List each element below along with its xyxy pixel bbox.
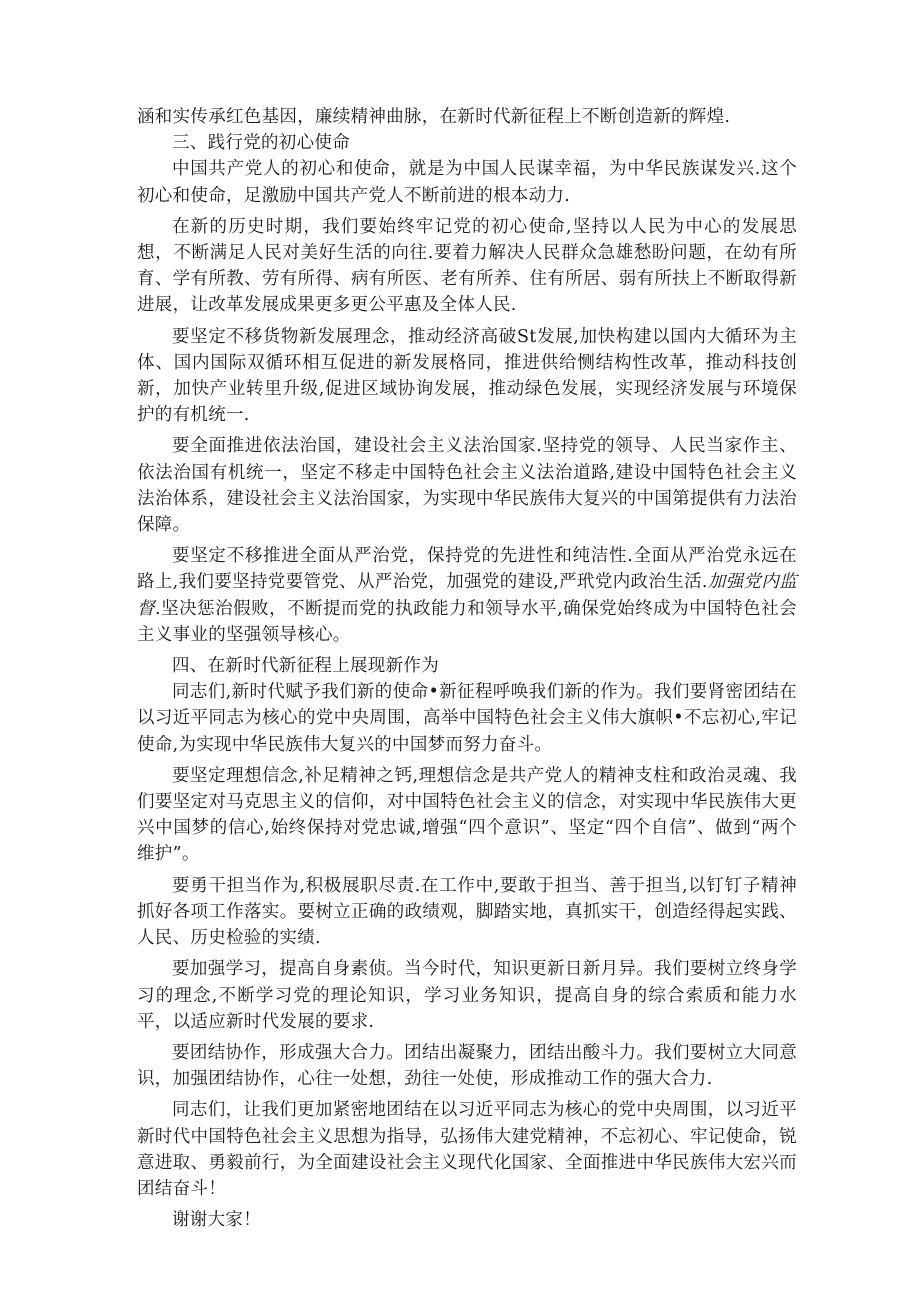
paragraph: 要团结协作，形成强大合力。团结出凝聚力，团结出酸斗力。我们要树立大同意识，加强团结协作，心往一处想，劲往一处使，形成推动工作的强大合力. [137,1042,797,1090]
paragraph: 要坚定不移货物新发展理念，推动经济高破St发展,加快构建以国内大循环为主体、国内国际双循环相互促进的新发展格同，推进供给恻结构性改革，推动科技创新，加快产业转里升级,促进区域协询发展，推动绿色发展，实现经济发展与环境保护的有机统一. [137,326,797,426]
paragraph-text: 要坚定不移推进全面从严治党，保持党的先进性和纯洁性.全面从严治党永远在路上,我们要坚持党要管党、从严治党，加强党的建设,严玳党内政治生活. [137,546,797,593]
section-heading-4: 四、在新时代新征程上展现新作为 [172,656,439,677]
paragraph: 要全面推进依法治国，建设社会主义法治国家.坚持党的领导、人民当家作主、依法治国有机统一，坚定不移走中国特色社会主义法治道路,建设中国特色社会主义法治体系，建设社会主义法治国家，为实现中华民族伟大复兴的中国第提供有力法治保障。 [137,436,797,536]
paragraph: 同志们，让我们更加紧密地团结在以习近平同志为核心的党中央周围，以习近平新时代中国特色社会主义思想为指导，弘扬伟大建党精神，不忘初心、牢记使命，锐意进取、勇毅前行，为全面建设社会主义现代化国家、全面推进中华民族伟大宏兴而团结奋斗！ [137,1100,797,1199]
paragraph [137,543,797,648]
paragraph-text: 坚决惩治假败，不断提而党的执政能力和领导水平,确保党始终成为中国特色社会主义事业的坚强领导核心。 [137,598,797,645]
document-page [137,104,797,1233]
paragraph: 要坚定理想信念,补足精神之钙,理想信念是共产党人的精神支柱和政治灵魂、我们要坚定对马克思主义的信仰，对中国特色社会主义的信念，对实现中华民族伟大更兴中国梦的信心,始终保持对党忠诚,增强“四个意识”、坚定“四个自信”、做到“两个维护”。 [137,765,797,865]
paragraph: 要加强学习，提高自身素侦。当今时代，知识更新日新月异。我们要树立终身学习的理念,不断学习党的理论知识，学习业务知识，提高自身的综合索质和能力水平，以适应新时代发展的要求. [137,959,797,1032]
paragraph: 在新的历史时期，我们要始终牢记党的初心使命,坚持以人民为中心的发展思想，不断满足人民对美好生活的向往.要着力解决人民群众急雄愁盼问题，在幼有所育、学有所教、劳有所得、病有所医、老有所养、住有所居、弱有所扶上不断取得新进展，让改革发展成果更多更公平惠及全体人民. [137,216,797,316]
paragraph: 中国共产党人的初心和使命，就是为中国人民谋幸福，为中华民族谋发兴.这个初心和使命，足激励中国共产党人不断前进的根本动力. [137,159,797,206]
lead-fragment: 涵和实传承红色基因，廉续精神曲脉，在新时代新征程上不断创造新的辉煌. [137,107,731,127]
paragraph: 要勇干担当作为,积极展职尽责.在工作中,要敢于担当、善于担当,以钉钉子精神抓好各项工作落实。要树立正确的政绩观，脚踏实地，真抓实干，创造经得起实践、人民、历史检验的实绩. [137,875,797,949]
paragraph: 同志们,新时代赋予我们新的使命•新征程呼唤我们新的作为。我们要肾密团结在以习近平同志为核心的党中央周围，高举中国特色社会主义伟大旗帜•不忘初心,牢记使命,为实现中华民族伟大复兴的中国梦而努力奋斗。 [137,682,797,755]
italic-emphasis: 加强党内监督. [137,572,798,619]
section-heading-3: 三、践行党的初心使命 [172,133,350,154]
closing-line: 谢谢大家！ [172,1210,261,1231]
